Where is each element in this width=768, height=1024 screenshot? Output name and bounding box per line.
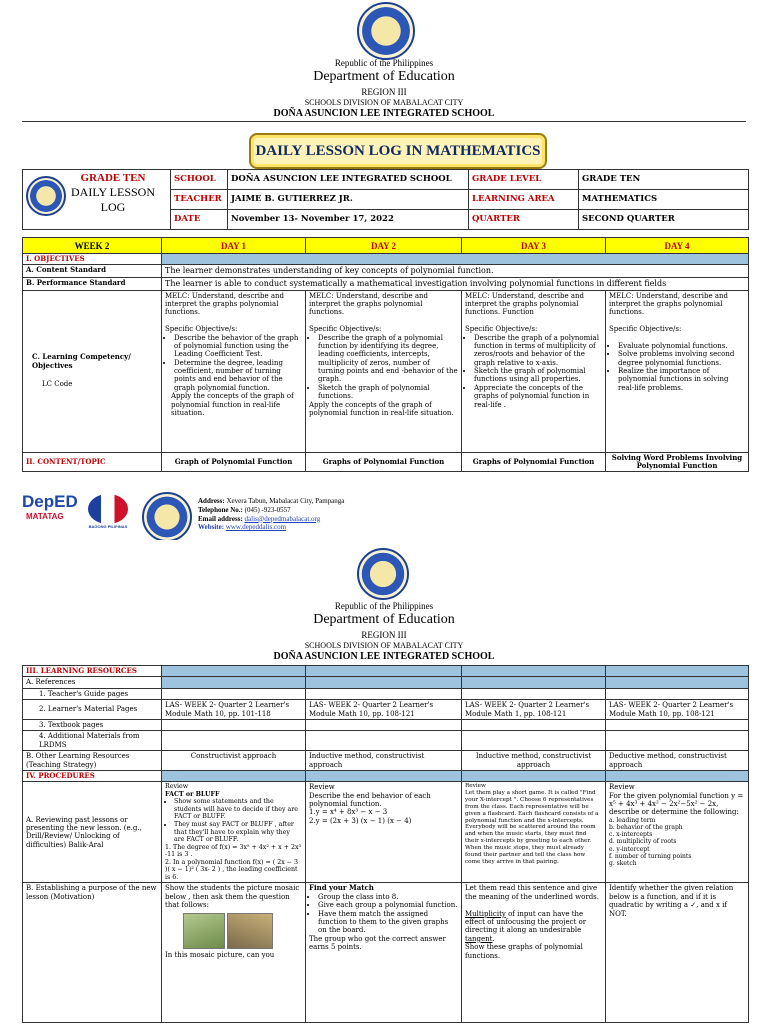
empty-cell (162, 719, 306, 730)
review-question: 1.y = x⁴ + 8x³ − x − 3 (309, 808, 388, 817)
deped-seal-logo-2 (357, 548, 409, 600)
objective-item: • Evaluate polynomial functions. (618, 342, 745, 350)
topic-day-2: Graphs of Polynomial Function (306, 452, 462, 472)
school-label: SCHOOL (171, 170, 228, 190)
motivation-item: • Give each group a polynomial function. (318, 901, 458, 909)
other-resources-label: B. Other Learning Resources (Teaching Strategy) (23, 751, 162, 771)
motivation-day-2 (306, 883, 462, 1023)
specific-objective-label: Specific Objective/s: (309, 325, 382, 334)
quarter-label: QUARTER (469, 210, 579, 230)
address-line: Address: Xevera Tabun, Mabalacat City, Pampanga (198, 497, 345, 505)
empty-cell (462, 731, 606, 751)
performance-standard-label: B. Performance Standard (23, 277, 162, 290)
learning-area-label: LEARNING AREA (469, 190, 579, 210)
performance-standard-text: The learner is able to conduct systematically a mathematical investigation involving polynomial functions in different fields (162, 277, 749, 290)
motivation-sentence: Multiplicity of input can have the effect of unfocusing the project or directing it along an undesirable tangent. (465, 909, 587, 943)
page-title: DAILY LESSON LOG IN MATHEMATICS (249, 133, 547, 169)
melc-text: MELC: Understand, describe and interpret the graphs polynomial functions. Function (465, 291, 584, 317)
review-list-item: c. x-intercepts (609, 831, 653, 839)
competency-day-4 (606, 290, 749, 452)
school-value: DOÑA ASUNCION LEE INTEGRATED SCHOOL (228, 170, 469, 190)
review-question: 1. The degree of f(x) = 3x⁵ + 4x² + x + 2x³ -11 is 3 . (165, 843, 302, 859)
objective-item: • Describe the graph of a polynomial function by identifying its degree, leading coefficients, intercepts, multiplicity of zeros, number of turning points and end -behavior of the graph. (318, 334, 458, 384)
review-day-4 (606, 782, 749, 883)
objective-item: • Sketch the graph of polynomial functions. (318, 384, 458, 401)
procedures-section: IV. PROCEDURES (23, 770, 162, 781)
learners-material-label: 2. Learner's Material Pages (23, 700, 162, 720)
website-line: Website: www.depeddalis.com (198, 523, 287, 532)
motivation-label: B. Establishing a purpose of the new lesson (Motivation) (23, 883, 162, 1023)
motivation-tail: In this mosaic picture, can you (165, 950, 275, 959)
lm-day-4: LAS- WEEK 2- Quarter 2 Learner's Module Math 10, pp. 108-121 (606, 700, 749, 720)
review-question: 2.y = (2x + 3) (x − 1) (x − 4) (309, 816, 412, 825)
motivation-text: Show the students the picture mosaic below , then ask them the question that follows: (165, 884, 300, 910)
day-3-header: DAY 3 (462, 238, 606, 254)
motivation-day-3 (462, 883, 606, 1023)
blue-cell (462, 666, 606, 677)
review-heading: Review (609, 783, 635, 792)
blue-cell (606, 770, 749, 781)
date-value: November 13- November 17, 2022 (228, 210, 469, 230)
find-match-title: Find your Match (309, 883, 374, 893)
objective-item: • Sketch the graph of polynomial functions using all properties. (474, 367, 602, 384)
objective-item: • Realize the importance of polynomial functions in solving real-life problems. (618, 367, 745, 392)
competency-label-cell (23, 290, 162, 452)
specific-objective-label: Specific Objective/s: (465, 325, 538, 334)
melc-text: MELC: Understand, describe and interpret the graphs polynomial functions. (165, 291, 284, 317)
blue-cell (162, 770, 306, 781)
day-2-header: DAY 2 (306, 238, 462, 254)
empty-cell (462, 719, 606, 730)
strategy-day-4: Deductive method, constructivist approach (606, 751, 749, 771)
school-name: DOÑA ASUNCION LEE INTEGRATED SCHOOL (273, 108, 495, 119)
grade-level-label: GRADE LEVEL (469, 170, 579, 190)
grade-title: GRADE TEN (80, 172, 146, 184)
review-heading: Review (165, 783, 189, 791)
blue-cell (162, 666, 306, 677)
header-divider (22, 121, 746, 122)
deped-matatag-logo (22, 492, 76, 532)
blue-cell (162, 677, 306, 688)
objective-item: • Appreciate the concepts of the graphs of polynomial function in real-life . (474, 384, 602, 409)
review-text: Describe the end behavior of each polynomial function. (309, 791, 431, 809)
objective-item: • Describe the behavior of the graph of polynomial function using the Leading Coefficient Test. (174, 334, 302, 359)
blue-cell (462, 770, 606, 781)
motivation-day-4: Identify whether the given relation below is a function, and if it is quadratic by writing a ✓, and x if NOT. (606, 883, 749, 1023)
review-text: For the given polynomial function y = x⁵ + 4x³ + 4x² − 2x²−5x² − 2x, describe or determine the following: (609, 791, 744, 817)
lm-day-3: LAS- WEEK 2- Quarter 2 Learner's Module Math 1, pp. 108-121 (462, 700, 606, 720)
review-list (609, 817, 745, 867)
specific-objective-label: Specific Objective/s: (165, 325, 238, 334)
teacher-label: TEACHER (171, 190, 228, 210)
motivation-tail: The group who got the correct answer earns 5 points. (309, 934, 446, 952)
blue-cell (306, 770, 462, 781)
log-title: DAILY LESSON LOG (70, 185, 156, 214)
review-question: 2. In a polynomial function f(x) = ( 2x − 3 )( x − 1)² ( 3x- 2 ) , the leading coefficient is 6. (165, 858, 299, 881)
empty-cell (162, 731, 306, 751)
review-list-item: b. behavior of the graph (609, 824, 683, 832)
empty-cell (306, 719, 462, 730)
competency-day-3 (462, 290, 606, 452)
review-list-item: g. sketch (609, 859, 637, 867)
review-list-item: d. multiplicity of roots (609, 838, 677, 846)
region-text: REGION III (361, 87, 407, 97)
division-text: SCHOOLS DIVISION OF MABALACAT CITY (304, 98, 464, 107)
empty-cell (606, 688, 749, 699)
website-link[interactable]: www.depeddalis.com (225, 523, 287, 532)
empty-cell (306, 731, 462, 751)
motivation-item: • Group the class into 8. (318, 893, 458, 901)
textbook-label: 3. Textbook pages (23, 719, 162, 730)
lm-day-1: LAS- WEEK 2- Quarter 2 Learner's Module Math 10, pp. 101-118 (162, 700, 306, 720)
info-table (22, 169, 749, 230)
grade-level-value: GRADE TEN (579, 170, 749, 190)
empty-cell (462, 688, 606, 699)
melc-text: MELC: Understand, describe and interpret the graphs polynomial functions. (609, 291, 728, 317)
objective-item: • Solve problems involving second degree polynomial functions. (618, 350, 745, 367)
blue-cell (606, 677, 749, 688)
school-name-2: DOÑA ASUNCION LEE INTEGRATED SCHOOL (273, 651, 495, 662)
lc-code-label: LC Code (42, 380, 73, 389)
footer-contact (198, 497, 344, 532)
empty-cell (606, 731, 749, 751)
region-text-2: REGION III (361, 630, 407, 640)
topic-day-3: Graphs of Polynomial Function (462, 452, 606, 472)
bagong-pilipinas-logo (83, 494, 133, 536)
motivation-tail: Show these graphs of polynomial functions. (465, 943, 583, 960)
teacher-value: JAIME B. GUTIERREZ JR. (228, 190, 469, 210)
empty-cell (606, 719, 749, 730)
content-topic-label: II. CONTENT/TOPIC (23, 452, 162, 472)
department-text-2: Department of Education (313, 612, 455, 627)
empty-cell (162, 688, 306, 699)
references-label: A. References (23, 677, 162, 688)
school-footer-seal (142, 492, 192, 542)
day-1-header: DAY 1 (162, 238, 306, 254)
melc-text: MELC: Understand, describe and interpret the graphs polynomial functions. (309, 291, 428, 317)
strategy-day-3: Inductive method, constructivist approach (462, 751, 606, 771)
specific-objective-label: Specific Objective/s: (609, 325, 682, 334)
additional-materials-label: 4. Additional Materials from LRDMS (23, 731, 162, 751)
strategy-day-1: Constructivist approach (162, 751, 306, 771)
review-text: Let them play a short game. It is called "Find your X-intercept ". Choose 6 representatives from the class. Each representative will be given a flashcard. Each flashcard consists of a polynomial function and the x-intercepts. Everybody will be scattered around the room and when the music starts, they must find their x-intercepts by greeting to each other. When the music stops, they must already found their partner and tell the class how come they arrive in that pairing. (465, 790, 599, 865)
objectives-section: I. OBJECTIVES (23, 254, 162, 265)
strategy-day-2: Inductive method, constructivist approach (306, 751, 462, 771)
week-label: WEEK 2 (23, 238, 162, 254)
mosaic-picture (183, 913, 302, 949)
objective-item: • Describe the graph of a polynomial function in terms of multiplicity of zeros/roots and behavior of the graph relative to x-axis. (474, 334, 602, 368)
topic-day-1: Graph of Polynomial Function (162, 452, 306, 472)
objective-item: • Determine the degree, leading coefficient, number of turning points and end behavior of the graph polynomial function. (174, 359, 302, 393)
review-list-item: f. number of turning points (609, 852, 692, 860)
date-label: DATE (171, 210, 228, 230)
review-item: • They must say FACT or BLUFF , after that they'll have to explain why they are FACT or BLUFF. (174, 821, 302, 844)
learning-area-value: MATHEMATICS (579, 190, 749, 210)
teachers-guide-label: 1. Teacher's Guide pages (23, 688, 162, 699)
objective-tail: Apply the concepts of the graph of polynomial function in real-life situation. (171, 392, 294, 418)
competency-day-1 (162, 290, 306, 452)
page-gap (0, 540, 768, 548)
school-seal-logo (26, 176, 66, 216)
competency-label: C. Learning Competency/ Objectives (32, 352, 131, 370)
division-text-2: SCHOOLS DIVISION OF MABALACAT CITY (304, 641, 464, 650)
blue-cell (606, 666, 749, 677)
blue-cell (462, 677, 606, 688)
bagong-pilipinas-text: BAGONG PILIPINAS (88, 524, 128, 529)
blue-cell (306, 666, 462, 677)
resources-section: III. LEARNING RESOURCES (23, 666, 162, 677)
info-logo-cell (23, 170, 171, 230)
review-label: A. Reviewing past lessons or presenting the new lesson. (e.g., Drill/Review/ Unlocking of difficulties) Balik-Aral (23, 782, 162, 883)
email-line: Email address: dalis@depedmabalacat.org (198, 514, 321, 523)
republic-text: Republic of the Philippines (334, 58, 434, 68)
phone-line: Telephone No.: (045) -923-0557 (198, 505, 291, 514)
department-text: Department of Education (313, 69, 455, 84)
topic-day-4: Solving Word Problems Involving Polynomial Function (606, 452, 749, 472)
matatag-wordmark: MATATAG (26, 512, 64, 521)
deped-wordmark: DepED (22, 492, 78, 511)
review-day-2 (306, 782, 462, 883)
review-item: • Show some statements and the students will have to decide if they are FACT or BLUFF. (174, 798, 302, 821)
empty-cell (306, 688, 462, 699)
email-link[interactable]: dalis@depedmabalacat.org (244, 514, 321, 523)
deped-seal-logo (357, 2, 415, 60)
quarter-value: SECOND QUARTER (579, 210, 749, 230)
review-heading: Review (465, 783, 486, 790)
lesson-table-page2 (22, 665, 749, 1023)
review-day-3 (462, 782, 606, 883)
competency-day-2 (306, 290, 462, 452)
objective-tail: Apply the concepts of the graph of polynomial function in real-life situation. (309, 400, 454, 418)
review-list-item: e. y-intercept (609, 845, 650, 853)
content-standard-text: The learner demonstrates understanding of key concepts of polynomial function. (162, 265, 749, 278)
review-day-1 (162, 782, 306, 883)
fact-or-bluff-title: FACT or BLUFF (165, 790, 220, 798)
blue-cell (306, 677, 462, 688)
republic-text-2: Republic of the Philippines (334, 601, 434, 611)
review-list-item: a. leading term (609, 816, 656, 824)
motivation-text: Let them read this sentence and give the meaning of the underlined words. (465, 884, 599, 901)
lesson-table-page1 (22, 237, 749, 472)
objectives-bar (162, 254, 749, 265)
motivation-day-1 (162, 883, 306, 1023)
review-heading: Review (309, 783, 335, 792)
content-standard-label: A. Content Standard (23, 265, 162, 278)
day-4-header: DAY 4 (606, 238, 749, 254)
motivation-item: • Have them match the assigned function to them to the given graphs on the board. (318, 910, 458, 935)
lm-day-2: LAS- WEEK 2- Quarter 2 Learner's Module Math 10, pp. 108-121 (306, 700, 462, 720)
